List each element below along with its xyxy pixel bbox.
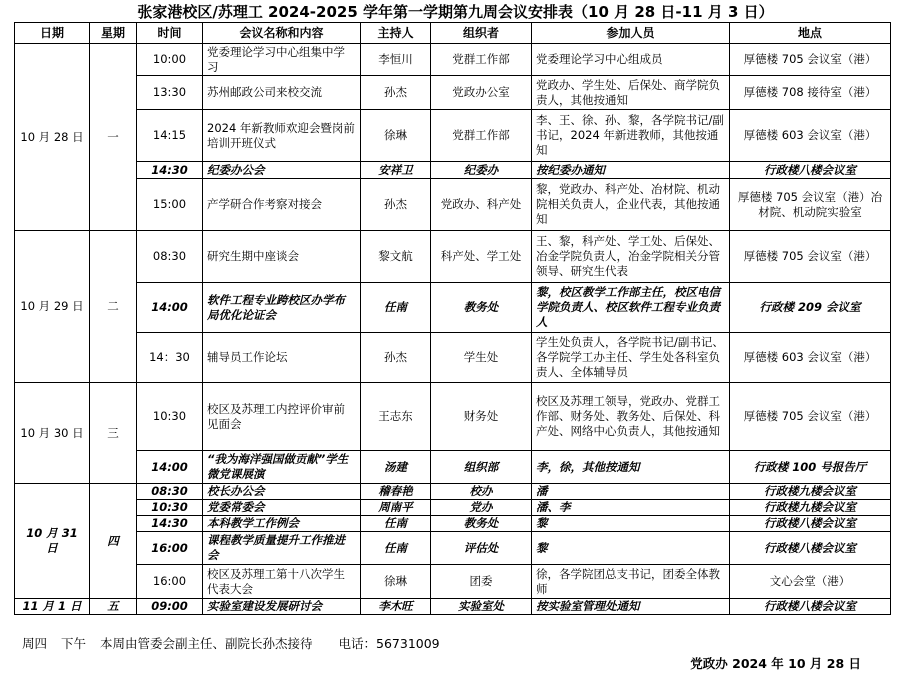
place-cell: 行政楼八楼会议室 <box>730 516 891 532</box>
meeting-name-cell: 纪委办公会 <box>203 162 361 179</box>
time-cell: 14：30 <box>137 333 203 383</box>
time-cell: 15:00 <box>137 179 203 231</box>
table-header-row <box>15 23 891 44</box>
meeting-name-cell: 课程教学质量提升工作推进会 <box>203 532 361 565</box>
attendees-cell: 潘 <box>532 484 730 500</box>
time-cell: 09:00 <box>137 599 203 615</box>
meeting-name-cell: 校区及苏理工内控评价审前见面会 <box>203 383 361 451</box>
attendees-cell: 校区及苏理工领导，党政办、党群工作部、财务处、教务处、后保处、科产处、网络中心负责人，其他按通知 <box>532 383 730 451</box>
meeting-row <box>15 231 891 283</box>
attendees-cell: 王、黎，科产处、学工处、后保处、冶金学院负责人，冶金学院相关分管领导、研究生代表 <box>532 231 730 283</box>
meeting-row <box>15 451 891 484</box>
header-date: 日期 <box>15 23 90 44</box>
host-cell: 安祥卫 <box>361 162 431 179</box>
host-cell: 王志东 <box>361 383 431 451</box>
meeting-row <box>15 162 891 179</box>
place-cell: 厚德楼 705 会议室（港）冶材院、机动院实验室 <box>730 179 891 231</box>
header-time: 时间 <box>137 23 203 44</box>
date-cell: 10 月 31 日 <box>15 484 90 599</box>
organizer-cell: 党群工作部 <box>431 110 532 162</box>
header-attendees: 参加人员 <box>532 23 730 44</box>
place-cell: 厚德楼 705 会议室（港） <box>730 44 891 76</box>
place-cell: 厚德楼 603 会议室（港） <box>730 110 891 162</box>
attendees-cell: 黎 <box>532 516 730 532</box>
attendees-cell: 徐，各学院团总支书记，团委全体教师 <box>532 565 730 599</box>
place-cell: 行政楼八楼会议室 <box>730 162 891 179</box>
organizer-cell: 组织部 <box>431 451 532 484</box>
time-cell: 13:30 <box>137 76 203 110</box>
organizer-cell: 校办 <box>431 484 532 500</box>
meeting-row <box>15 44 891 76</box>
meeting-name-cell: 党委常委会 <box>203 500 361 516</box>
host-cell: 任南 <box>361 532 431 565</box>
attendees-cell: 按纪委办通知 <box>532 162 730 179</box>
meeting-row <box>15 179 891 231</box>
place-cell: 厚德楼 603 会议室（港） <box>730 333 891 383</box>
organizer-cell: 纪委办 <box>431 162 532 179</box>
host-cell: 汤建 <box>361 451 431 484</box>
date-cell: 10 月 30 日 <box>15 383 90 484</box>
organizer-cell: 党办 <box>431 500 532 516</box>
organizer-cell: 党政办、科产处 <box>431 179 532 231</box>
meeting-row <box>15 110 891 162</box>
header-meeting-name: 会议名称和内容 <box>203 23 361 44</box>
date-cell: 10 月 29 日 <box>15 231 90 383</box>
organizer-cell: 实验室处 <box>431 599 532 615</box>
time-cell: 10:30 <box>137 383 203 451</box>
place-cell: 文心会堂（港） <box>730 565 891 599</box>
weekday-cell: 三 <box>90 383 137 484</box>
time-cell: 16:00 <box>137 532 203 565</box>
page-title: 张家港校区/苏理工 2024-2025 学年第一学期第九周会议安排表（10 月 28 日-11 月 3 日） <box>137 3 774 21</box>
header-organizer: 组织者 <box>431 23 532 44</box>
organizer-cell: 团委 <box>431 565 532 599</box>
meeting-name-cell: 苏州邮政公司来校交流 <box>203 76 361 110</box>
host-cell: 周南平 <box>361 500 431 516</box>
weekday-cell: 四 <box>90 484 137 599</box>
host-cell: 孙杰 <box>361 76 431 110</box>
meeting-row <box>15 500 891 516</box>
place-cell: 行政楼 100 号报告厅 <box>730 451 891 484</box>
attendees-cell: 按实验室管理处通知 <box>532 599 730 615</box>
footer-phone: 56731009 <box>376 636 440 651</box>
meeting-row <box>15 283 891 333</box>
time-cell: 10:00 <box>137 44 203 76</box>
meeting-row <box>15 333 891 383</box>
meeting-name-cell: 本科教学工作例会 <box>203 516 361 532</box>
place-cell: 行政楼九楼会议室 <box>730 484 891 500</box>
attendees-cell: 黎 <box>532 532 730 565</box>
meeting-name-cell: 党委理论学习中心组集中学习 <box>203 44 361 76</box>
place-cell: 行政楼九楼会议室 <box>730 500 891 516</box>
time-cell: 14:30 <box>137 162 203 179</box>
organizer-cell: 党群工作部 <box>431 44 532 76</box>
host-cell: 徐琳 <box>361 565 431 599</box>
weekday-cell: 二 <box>90 231 137 383</box>
time-cell: 14:00 <box>137 451 203 484</box>
organizer-cell: 教务处 <box>431 516 532 532</box>
place-cell: 行政楼八楼会议室 <box>730 532 891 565</box>
place-cell: 行政楼八楼会议室 <box>730 599 891 615</box>
meeting-name-cell: 软件工程专业跨校区办学布局优化论证会 <box>203 283 361 333</box>
footer-duty: 本周由管委会副主任、副院长孙杰接待 <box>100 636 313 651</box>
time-cell: 14:15 <box>137 110 203 162</box>
signature: 党政办 2024 年 10 月 28 日 <box>690 656 861 671</box>
meeting-row <box>15 532 891 565</box>
host-cell: 黎文航 <box>361 231 431 283</box>
organizer-cell: 科产处、学工处 <box>431 231 532 283</box>
header-host: 主持人 <box>361 23 431 44</box>
meeting-row <box>15 599 891 615</box>
host-cell: 李恒川 <box>361 44 431 76</box>
footer-phone-label: 电话： <box>338 636 377 651</box>
meeting-name-cell: 产学研合作考察对接会 <box>203 179 361 231</box>
organizer-cell: 评估处 <box>431 532 532 565</box>
place-cell: 厚德楼 708 接待室（港） <box>730 76 891 110</box>
meeting-name-cell: 校区及苏理工第十八次学生代表大会 <box>203 565 361 599</box>
meeting-name-cell: 实验室建设发展研讨会 <box>203 599 361 615</box>
date-cell: 11 月 1 日 <box>15 599 90 615</box>
header-weekday: 星期 <box>90 23 137 44</box>
footer-day: 周四 <box>22 636 48 651</box>
meeting-name-cell: “我为海洋强国做贡献”学生微党课展演 <box>203 451 361 484</box>
organizer-cell: 党政办公室 <box>431 76 532 110</box>
time-cell: 14:30 <box>137 516 203 532</box>
place-cell: 行政楼 209 会议室 <box>730 283 891 333</box>
organizer-cell: 学生处 <box>431 333 532 383</box>
organizer-cell: 财务处 <box>431 383 532 451</box>
weekday-cell: 五 <box>90 599 137 615</box>
footer-period: 下午 <box>61 636 87 651</box>
attendees-cell: 李，徐，其他按通知 <box>532 451 730 484</box>
attendees-cell: 黎，校区教学工作部主任，校区电信学院负责人、校区软件工程专业负责人 <box>532 283 730 333</box>
meeting-row <box>15 484 891 500</box>
host-cell: 任南 <box>361 516 431 532</box>
host-cell: 孙杰 <box>361 333 431 383</box>
meeting-name-cell: 研究生期中座谈会 <box>203 231 361 283</box>
host-cell: 李木旺 <box>361 599 431 615</box>
place-cell: 厚德楼 705 会议室（港） <box>730 231 891 283</box>
place-cell: 厚德楼 705 会议室（港） <box>730 383 891 451</box>
time-cell: 08:30 <box>137 231 203 283</box>
meeting-name-cell: 辅导员工作论坛 <box>203 333 361 383</box>
meeting-row <box>15 516 891 532</box>
attendees-cell: 党委理论学习中心组成员 <box>532 44 730 76</box>
attendees-cell: 潘、李 <box>532 500 730 516</box>
date-cell: 10 月 28 日 <box>15 44 90 231</box>
schedule-body <box>15 44 891 615</box>
host-cell: 稽春艳 <box>361 484 431 500</box>
host-cell: 任南 <box>361 283 431 333</box>
attendees-cell: 黎，党政办、科产处、冶材院、机动院相关负责人，企业代表，其他按通知 <box>532 179 730 231</box>
meeting-name-cell: 校长办公会 <box>203 484 361 500</box>
time-cell: 10:30 <box>137 500 203 516</box>
host-cell: 孙杰 <box>361 179 431 231</box>
time-cell: 14:00 <box>137 283 203 333</box>
attendees-cell: 李、王、徐、孙、黎，各学院书记/副书记，2024 年新进教师，其他按通知 <box>532 110 730 162</box>
header-place: 地点 <box>730 23 891 44</box>
meeting-row <box>15 76 891 110</box>
meeting-name-cell: 2024 年新教师欢迎会暨岗前培训开班仪式 <box>203 110 361 162</box>
duty-footer <box>22 634 450 652</box>
schedule-table <box>14 22 891 615</box>
attendees-cell: 学生处负责人，各学院书记/副书记、各学院学工办主任、学生处各科室负责人、全体辅导员 <box>532 333 730 383</box>
host-cell: 徐琳 <box>361 110 431 162</box>
time-cell: 16:00 <box>137 565 203 599</box>
time-cell: 08:30 <box>137 484 203 500</box>
weekday-cell: 一 <box>90 44 137 231</box>
organizer-cell: 教务处 <box>431 283 532 333</box>
attendees-cell: 党政办、学生处、后保处、商学院负责人，其他按通知 <box>532 76 730 110</box>
meeting-row <box>15 383 891 451</box>
meeting-row <box>15 565 891 599</box>
